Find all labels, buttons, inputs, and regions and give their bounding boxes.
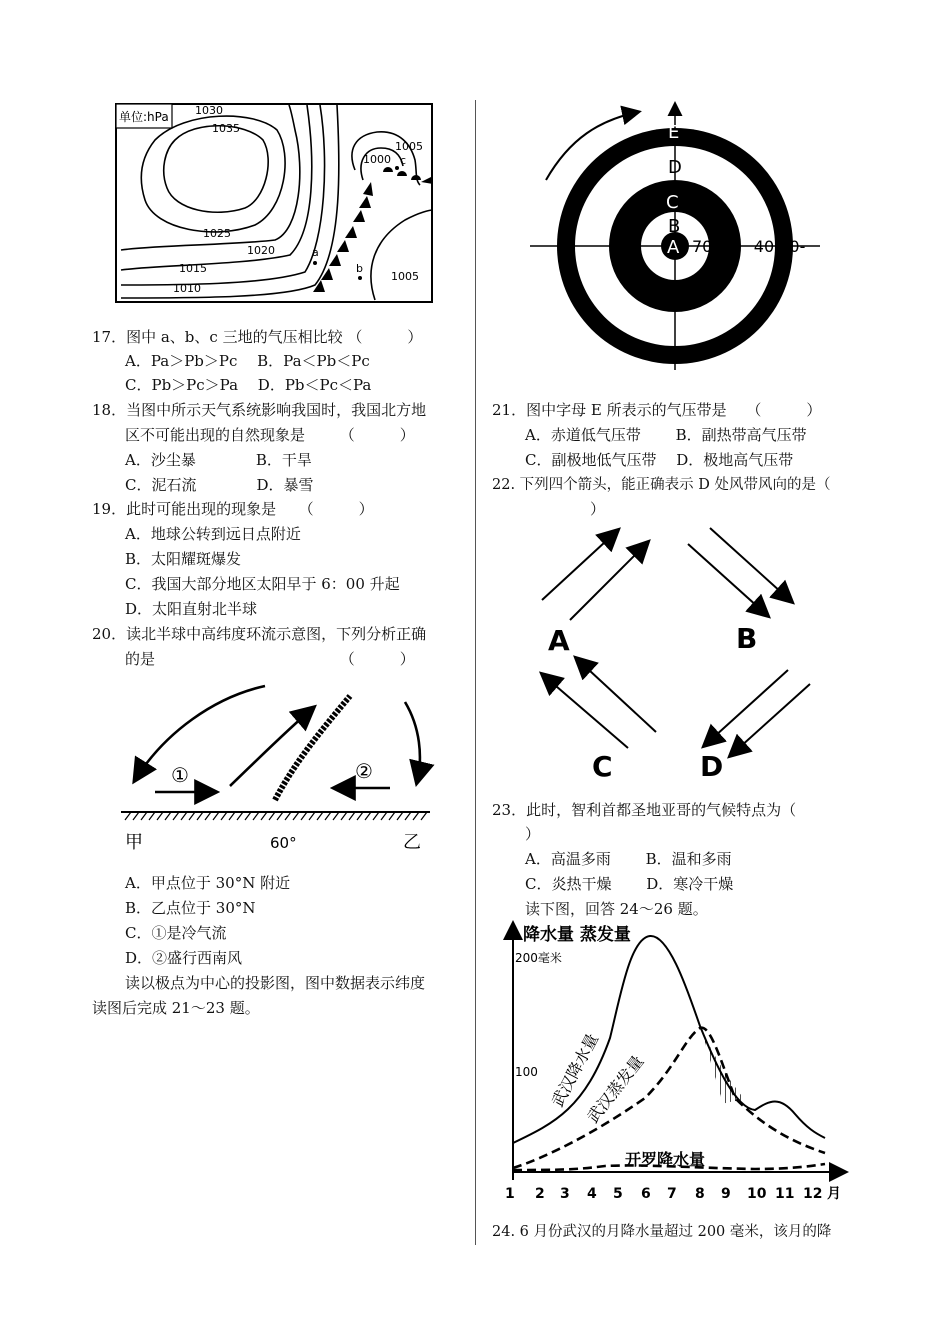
intro-21-line2: 读图后完成 21～23 题。: [92, 999, 260, 1017]
isobar-label-1005-top: 1005: [395, 140, 423, 153]
x-tick-4: 4: [587, 1186, 597, 1202]
arrow-label-d: D: [700, 750, 724, 783]
q20-option-d: D．②盛行西南风: [125, 949, 243, 967]
q17-options-cd: C．Pb＞Pc＞Pa D．Pb＜Pc＜Pa: [125, 376, 372, 394]
isobar-label-1020: 1020: [247, 244, 275, 257]
q20-stem-line1: 20．读北半球中高纬度环流示意图，下列分析正确: [92, 625, 427, 643]
q21-options-cd: C．副极地低气压带 D．极地高气压带: [525, 451, 794, 469]
polar-latitude-labels: 70 60 40 20-: [692, 237, 806, 256]
q23-stem-line1: 23．此时，智利首都圣地亚哥的气候特点为（: [492, 801, 797, 819]
isobar-map-figure: [115, 100, 435, 305]
q18-options-ab: A．沙尘暴 B．干旱: [125, 451, 312, 469]
isobar-label-1010: 1010: [173, 282, 201, 295]
x-axis-unit: 月: [827, 1186, 841, 1202]
polar-letter-d: D: [668, 157, 682, 178]
x-tick-5: 5: [613, 1186, 623, 1202]
isobar-label-1000: 1000: [363, 153, 391, 166]
x-tick-10: 10: [747, 1186, 767, 1202]
series-cairo-rain: 开罗降水量: [625, 1150, 706, 1169]
point-c-label: c: [400, 154, 407, 167]
polar-letter-e: E: [668, 122, 680, 143]
wind-arrows-figure: [520, 520, 830, 790]
circulation-point-jia: 甲: [125, 832, 143, 853]
circulation-latitude-60: 60°: [270, 834, 297, 852]
x-tick-7: 7: [667, 1186, 677, 1202]
q17-stem: 17．图中 a、b、c 三地的气压相比较 （ ）: [92, 328, 423, 346]
q19-option-c: C．我国大部分地区太阳早于 6：00 升起: [125, 575, 400, 593]
circulation-figure: [115, 672, 435, 857]
isobar-label-1015: 1015: [179, 262, 207, 275]
polar-projection-figure: [530, 98, 830, 378]
q20-option-a: A．甲点位于 30°N 附近: [125, 874, 291, 892]
arrow-label-b: B: [736, 622, 758, 655]
isobar-label-1005-bottom: 1005: [391, 270, 419, 283]
q20-stem-line2: 的是 （ ）: [125, 650, 415, 668]
circulation-label-2: ②: [355, 759, 373, 783]
q17-options-ab: A．Pa＞Pb＞Pc B．Pa＜Pb＜Pc: [125, 352, 370, 370]
isobar-label-1025: 1025: [203, 227, 231, 240]
q18-stem-line1: 18．当图中所示天气系统影响我国时，我国北方地: [92, 401, 427, 419]
x-tick-1: 1: [505, 1186, 515, 1202]
q23-options-cd: C．炎热干燥 D．寒冷干燥: [525, 875, 734, 893]
q21-stem: 21．图中字母 E 所表示的气压带是 （ ）: [492, 401, 822, 419]
arrow-label-a: A: [548, 624, 570, 657]
series-wuhan-evap: 武汉蒸发量: [583, 1051, 648, 1127]
intro-21-line1: 读以极点为中心的投影图，图中数据表示纬度: [125, 974, 426, 992]
polar-letter-a: A: [667, 237, 680, 258]
q22-stem-line1: 22. 下列四个箭头，能正确表示 D 处风带风向的是（: [492, 477, 831, 493]
isobar-unit-label: 单位:hPa: [119, 110, 169, 124]
arrow-label-c: C: [592, 750, 613, 783]
q18-options-cd: C．泥石流 D．暴雪: [125, 476, 314, 494]
circulation-label-1: ①: [171, 763, 189, 787]
x-tick-11: 11: [775, 1186, 795, 1202]
q19-option-a: A．地球公转到远日点附近: [125, 525, 301, 543]
q23-stem-line2: ）: [525, 825, 541, 843]
q20-option-c: C．①是冷气流: [125, 924, 227, 942]
chart-title: 降水量 蒸发量: [523, 925, 631, 945]
chart-y-100: 100: [515, 1065, 538, 1079]
column-divider: [475, 100, 476, 1245]
q19-stem: 19．此时可能出现的现象是 （ ）: [92, 500, 374, 518]
q24-stem: 24. 6 月份武汉的月降水量超过 200 毫米，该月的降: [492, 1224, 832, 1240]
x-tick-3: 3: [560, 1186, 570, 1202]
isobar-label-1030: 1030: [195, 104, 223, 117]
q20-option-b: B．乙点位于 30°N: [125, 899, 256, 917]
point-a-label: a: [312, 246, 319, 259]
series-wuhan-rain: 武汉降水量: [547, 1030, 603, 1110]
chart-y-200: 200毫米: [515, 951, 562, 965]
point-b-label: b: [356, 262, 363, 275]
isobar-label-1035: 1035: [212, 122, 240, 135]
intro-24: 读下图，回答 24～26 题。: [525, 900, 708, 918]
q22-stem-line2: ）: [590, 500, 606, 518]
q18-stem-line2: 区不可能出现的自然现象是 （ ）: [125, 426, 415, 444]
polar-letter-b: B: [668, 216, 681, 237]
q23-options-ab: A．高温多雨 B．温和多雨: [525, 850, 732, 868]
x-tick-2: 2: [535, 1186, 545, 1202]
x-tick-6: 6: [641, 1186, 651, 1202]
x-tick-12: 12: [803, 1186, 823, 1202]
x-tick-9: 9: [721, 1186, 731, 1202]
q21-options-ab: A．赤道低气压带 B．副热带高气压带: [525, 426, 807, 444]
rain-evaporation-chart: [495, 918, 850, 1208]
polar-letter-c: C: [666, 192, 679, 213]
q19-option-d: D．太阳直射北半球: [125, 600, 258, 618]
x-tick-8: 8: [695, 1186, 705, 1202]
circulation-point-yi: 乙: [403, 832, 421, 853]
q19-option-b: B．太阳耀斑爆发: [125, 550, 242, 568]
